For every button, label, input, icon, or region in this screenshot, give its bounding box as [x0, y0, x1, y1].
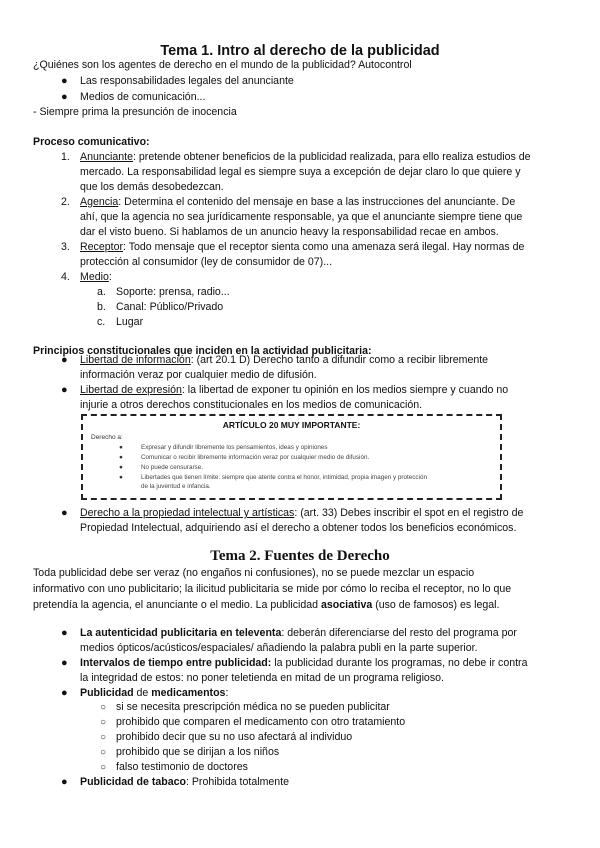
tema1-bullet-1: Las responsabilidades legales del anunciante: [80, 75, 294, 87]
tema2-item-2-line-1: la publicidad durante los programas, no debe ir contra: [271, 657, 528, 669]
term-intervalos: Intervalos de tiempo entre publicidad:: [80, 657, 272, 669]
tema2-intro-3: [33, 599, 499, 612]
proceso-item-1-line-2: mercado. La responsabilidad legal es siempre suya a excepción de dejar claro lo que quiere y: [80, 166, 521, 178]
term-receptor: Receptor: [80, 241, 123, 253]
circle-bullet-icon: ○: [100, 732, 107, 743]
principios-heading: Principios constitucionales que inciden en la actividad publicitaria:: [33, 345, 372, 357]
tema2-item-1-line-1: : deberán diferenciarse del resto del programa por: [281, 627, 517, 639]
bullet-icon: ●: [61, 384, 68, 396]
principio-1-line-2: información veraz por cualquier medio de difusión.: [80, 369, 317, 381]
term-asociativa: asociativa: [321, 599, 373, 611]
medicamentos-sub-3: prohibido decir que su no uso afectará al individuo: [116, 731, 353, 743]
proceso-item-2-line-1: : Determina el contenido del mensaje en base a las instrucciones del anunciante. De: [118, 196, 516, 208]
tema2-item-3: [80, 687, 228, 700]
tema2-intro-2: informativo con uno publicitario; la ilicitud publicitaria se mide por cómo lo reciba el receptor, no lo que: [33, 583, 512, 595]
bullet-icon: ●: [119, 464, 123, 471]
tema2-item-3-colon: :: [225, 687, 229, 699]
tema1-title: Tema 1. Intro al derecho de la publicidad: [160, 43, 440, 59]
proceso-num-1: 1.: [61, 151, 70, 163]
term-medio: Medio: [80, 271, 109, 283]
bullet-icon: ●: [119, 474, 123, 481]
principio-2-line-1: : la libertad de exponer tu opinión en los medios siempre y cuando no: [181, 384, 509, 396]
tema2-item-3-mid: de: [133, 687, 152, 699]
term-medicamentos: medicamentos: [151, 687, 226, 699]
proceso-item-1-line-1: : pretende obtener beneficios de la publicidad realizada, para ello realiza estudios de: [133, 151, 531, 163]
medio-sub-a: Soporte: prensa, radio...: [116, 286, 230, 298]
medicamentos-sub-4: prohibido que se dirijan a los niños: [116, 746, 280, 758]
proceso-item-1-line-3: que los demás desobedezcan.: [80, 181, 224, 193]
proceso-item-1: [80, 151, 531, 164]
articulo-20-image: [81, 414, 502, 500]
proceso-num-4: 4.: [61, 271, 70, 283]
principio-2: [80, 384, 508, 397]
principio-3-line-2: Propiedad Intelectual, adquiriendo así el derecho a obtener todos los beneficios económicos.: [80, 522, 517, 534]
articulo-20-item-1: Expresar y difundir libremente los pensamientos, ideas y opiniones: [141, 444, 328, 451]
proceso-num-2: 2.: [61, 196, 70, 208]
tema2-intro-3-end: (uso de famosos) es legal.: [372, 599, 500, 611]
bullet-icon: ●: [61, 627, 68, 639]
proceso-item-2-line-2: ahí, que la agencia no sea jurídicamente responsable, ya que el anunciante siempre tiene que: [80, 211, 523, 223]
term-libertad-informacion: Libertad de información: [80, 354, 191, 366]
circle-bullet-icon: ○: [100, 702, 107, 713]
tema2-intro-3-text: pretendía la agencia, el anunciante o el medio. La publicidad: [33, 599, 322, 611]
proceso-item-4-line-1: :: [108, 271, 112, 283]
articulo-20-item-5: de la juventud e infancia.: [141, 483, 211, 490]
medio-letter-b: b.: [97, 301, 106, 313]
proceso-item-4: [80, 271, 112, 284]
principio-2-line-2: injurie a otros derechos constitucionales en los medios de comunicación.: [80, 399, 423, 411]
principio-1-line-1: : (art 20.1 D) Derecho tanto a difundir como a recibir libremente: [190, 354, 489, 366]
proceso-item-3: [80, 241, 524, 254]
tema2-item-1-line-2: medios ópticos/acústicos/espaciales/ añadiendo la palabra publi en la parte superior.: [80, 642, 478, 654]
tema2-item-2-line-2: la integridad de estos: no poner teletienda en mitad de un programa religioso.: [80, 672, 444, 684]
tema1-note: - Siempre prima la presunción de inocencia: [33, 106, 237, 118]
term-anunciante: Anunciante: [80, 151, 134, 163]
principio-1: [80, 354, 488, 367]
tema2-item-4-text: : Prohibida totalmente: [185, 776, 290, 788]
term-publicidad: Publicidad: [80, 687, 134, 699]
tema2-item-1: [80, 627, 517, 640]
medicamentos-sub-2: prohibido que comparen el medicamento con otro tratamiento: [116, 716, 406, 728]
term-autenticidad: La autenticidad publicitaria en televenta: [80, 627, 282, 639]
proceso-item-3-line-2: protección al consumidor (ley de consumidor de 07)...: [80, 256, 333, 268]
articulo-20-item-2: Comunicar o recibir libremente información veraz por cualquier medio de difusión.: [141, 454, 370, 461]
bullet-icon: ●: [119, 454, 123, 461]
circle-bullet-icon: ○: [100, 717, 107, 728]
articulo-20-item-3: No puede censurarse.: [141, 464, 203, 471]
tema2-title: Tema 2. Fuentes de Derecho: [210, 548, 390, 564]
articulo-20-title: ARTÍCULO 20 MUY IMPORTANTE:: [222, 420, 361, 430]
circle-bullet-icon: ○: [100, 762, 107, 773]
medio-sub-c: Lugar: [116, 316, 144, 328]
articulo-20-item-4: Libertades que tienen límite: siempre que atente contra el honor, intimidad, propia imagen y protección: [141, 474, 427, 481]
medio-sub-b: Canal: Público/Privado: [116, 301, 224, 313]
tema2-item-4: [80, 776, 289, 789]
term-agencia: Agencia: [80, 196, 119, 208]
bullet-icon: ●: [61, 687, 68, 699]
medio-letter-c: c.: [97, 316, 106, 328]
tema2-item-2: [80, 657, 527, 670]
proceso-item-3-line-1: : Todo mensaje que el receptor sienta como una amenaza será ilegal. Hay normas de: [123, 241, 525, 253]
medicamentos-sub-1: si se necesita prescripción médica no se pueden publicitar: [116, 701, 390, 713]
medicamentos-sub-5: falso testimonio de doctores: [116, 761, 248, 773]
bullet-icon: ●: [61, 75, 68, 87]
tema2-intro-1: Toda publicidad debe ser veraz (no engaños ni confusiones), no se puede mezclar un espacio: [33, 567, 475, 579]
term-libertad-expresion: Libertad de expresión: [80, 384, 182, 396]
principio-3-line-1: : (art. 33) Debes inscribir el spot en el registro de: [294, 507, 524, 519]
principio-3: [80, 507, 523, 520]
bullet-icon: ●: [61, 354, 68, 366]
tema1-bullet-2: Medios de comunicación...: [80, 91, 206, 103]
proceso-item-2: [80, 196, 515, 209]
circle-bullet-icon: ○: [100, 747, 107, 758]
articulo-20-subtitle: Derecho a:: [91, 434, 123, 441]
medio-letter-a: a.: [97, 286, 106, 298]
bullet-icon: ●: [61, 91, 68, 103]
proceso-item-2-line-3: dar el visto bueno. Si hablamos de un anuncio heavy la responsabilidad recae en ambos.: [80, 226, 499, 238]
bullet-icon: ●: [61, 507, 68, 519]
proceso-num-3: 3.: [61, 241, 70, 253]
bullet-icon: ●: [119, 444, 123, 451]
bullet-icon: ●: [61, 776, 68, 788]
term-propiedad-intelectual: Derecho a la propiedad intelectual y artísticas: [80, 507, 295, 519]
tema1-question: ¿Quiénes son los agentes de derecho en el mundo de la publicidad? Autocontrol: [33, 59, 412, 71]
term-tabaco: Publicidad de tabaco: [80, 776, 186, 788]
proceso-heading: Proceso comunicativo:: [33, 136, 150, 148]
bullet-icon: ●: [61, 657, 68, 669]
